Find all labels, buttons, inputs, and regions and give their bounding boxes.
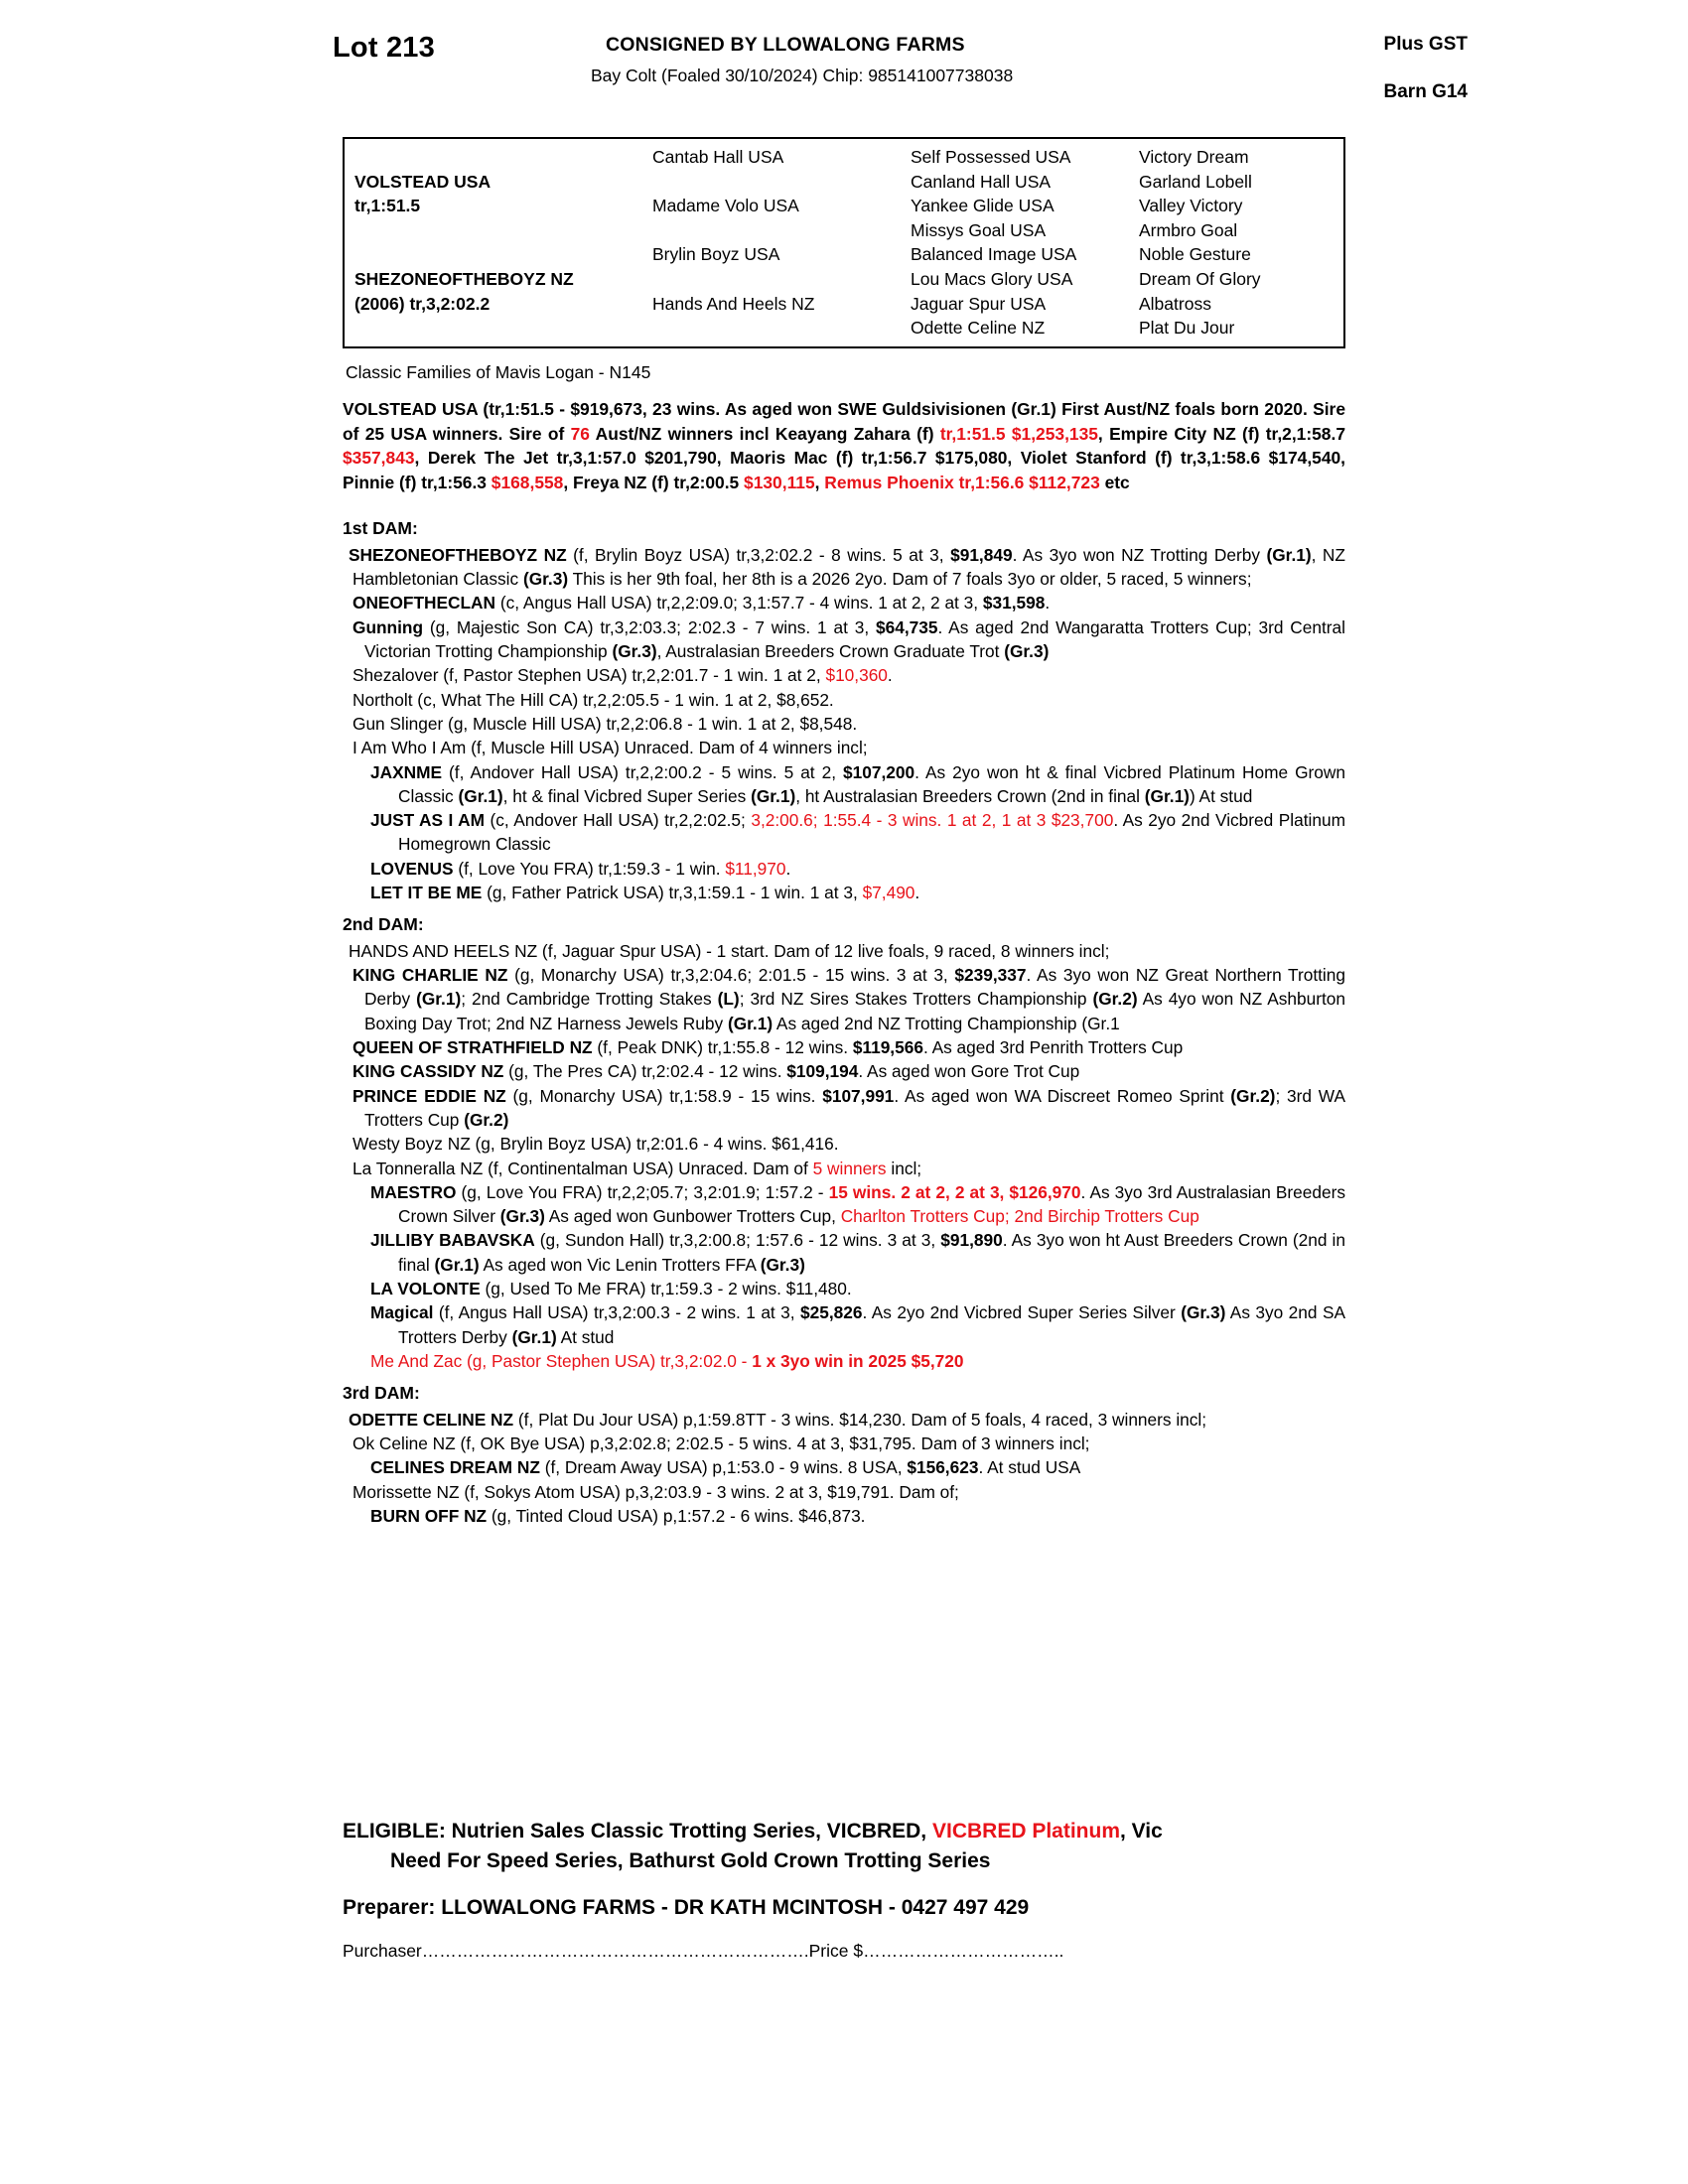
entry-segment: KING CASSIDY NZ	[352, 1061, 504, 1082]
entry-segment: . As 3yo won ht Aust Breeders Crown (2nd in final	[398, 1230, 1345, 1275]
pedigree-cell: Brylin Boyz USA	[652, 244, 780, 265]
entry-segment: MAESTRO	[370, 1181, 457, 1202]
pedigree-entry	[343, 1408, 1345, 1432]
pedigree-entry	[343, 857, 1345, 881]
pedigree-cell: SHEZONEOFTHEBOYZ NZ	[354, 268, 574, 289]
entry-segment: . As aged 3rd Penrith Trotters Cup	[922, 1037, 1184, 1058]
entry-segment: (Gr.1)	[1144, 785, 1190, 806]
sire-text-segment: , Empire City NZ (f) tr,2,1:58.7	[1097, 423, 1345, 444]
entry-segment: JILLIBY BABAVSKA	[370, 1230, 535, 1251]
eligible-label: ELIGIBLE: Nutrien Sales Classic Trotting Series, VICBRED,	[343, 1820, 932, 1843]
sire-text-segment: tr,1:51.5 $1,253,135	[939, 423, 1098, 444]
entry-segment: $107,991	[822, 1085, 895, 1106]
pedigree-entry	[343, 736, 1345, 759]
entry-segment: (f, Peak DNK) tr,1:55.8 - 12 wins.	[592, 1037, 853, 1058]
entry-segment: KING CHARLIE NZ	[352, 965, 508, 986]
sire-paragraph	[343, 397, 1345, 494]
entry-segment: ; 3rd NZ Sires Stakes Trotters Championship	[739, 989, 1093, 1010]
pedigree-cell	[345, 145, 642, 170]
consignor-line: CONSIGNED BY LLOWALONG FARMS	[606, 34, 965, 56]
entry-segment: (Gr.3)	[499, 1206, 545, 1227]
entry-segment: $107,200	[843, 761, 915, 782]
entry-segment: 15 wins. 2 at 2, 2 at 3, $126,970	[828, 1181, 1081, 1202]
second-dam-heading: 2nd DAM:	[343, 914, 424, 935]
pedigree-entry	[343, 663, 1345, 687]
entry-segment: $25,826	[800, 1302, 863, 1323]
sire-text-segment: $168,558	[491, 472, 564, 492]
entry-segment: (g, The Pres CA) tr,2:02.4 - 12 wins.	[503, 1061, 787, 1082]
entry-segment: As aged won Vic Lenin Trotters FFA	[479, 1254, 761, 1275]
entry-segment: (Gr.2)	[1092, 989, 1138, 1010]
pedigree-entry	[343, 1059, 1345, 1083]
entry-segment: (g, Majestic Son CA) tr,3,2:03.3; 2:02.3 - 7 wins. 1 at 3,	[423, 616, 876, 637]
pedigree-cell: Yankee Glide USA	[911, 196, 1055, 216]
entry-segment: SHEZONEOFTHEBOYZ NZ	[349, 544, 567, 565]
entry-segment: .	[914, 883, 920, 903]
entry-segment: $10,360	[825, 665, 888, 686]
pedigree-entry	[343, 712, 1345, 736]
entry-segment: (f, Angus Hall USA) tr,3,2:00.3 - 2 wins. 1 at 3,	[433, 1302, 800, 1323]
entry-segment: Magical	[370, 1302, 434, 1323]
entry-segment: . As 3yo 3rd Australasian Breeders Crown Silver	[398, 1181, 1346, 1227]
pedigree-cell: Plat Du Jour	[1139, 318, 1235, 339]
entry-segment: (Gr.3)	[760, 1254, 805, 1275]
pedigree-cell	[345, 316, 642, 341]
sire-text-segment: ,	[814, 472, 825, 492]
entry-segment: (Gr.1)	[727, 1013, 774, 1033]
entry-segment: (g, Love You FRA) tr,2,2;05.7; 3,2:01.9; 1:57.2 -	[456, 1181, 829, 1202]
pedigree-cell: Noble Gesture	[1139, 244, 1251, 265]
entry-segment: $119,566	[852, 1037, 923, 1058]
entry-segment: Morissette NZ (f, Sokys Atom USA) p,3,2:03.9 - 3 wins. 2 at 3, $19,791. Dam of;	[352, 1481, 959, 1502]
entry-segment: (L)	[717, 989, 740, 1010]
pedigree-entry	[343, 1228, 1345, 1277]
entry-segment: (f, Andover Hall USA) tr,2,2:00.2 - 5 wins. 5 at 2,	[442, 761, 844, 782]
entry-segment: Gun Slinger (g, Muscle Hill USA) tr,2,2:06.8 - 1 win. 1 at 2, $8,548.	[352, 713, 858, 734]
entry-segment: 3,2:00.6; 1:55.4 - 3 wins. 1 at 2, 1 at 3 $23,700	[751, 810, 1114, 831]
pedigree-entry	[343, 1504, 1345, 1528]
entry-segment: (Gr.1)	[751, 785, 796, 806]
entry-segment: .	[1045, 593, 1051, 614]
pedigree-entry	[343, 1132, 1345, 1156]
pedigree-cell: Cantab Hall USA	[652, 147, 784, 167]
entry-segment: $91,890	[940, 1230, 1003, 1251]
entry-segment: (Gr.1)	[434, 1254, 480, 1275]
lot-number: Lot 213	[333, 32, 435, 64]
pedigree-cell: Hands And Heels NZ	[652, 293, 815, 314]
entry-segment: (Gr.3)	[1004, 641, 1050, 662]
entry-segment: . As aged won Gore Trot Cup	[858, 1061, 1080, 1082]
entry-segment: incl;	[886, 1158, 922, 1178]
pedigree-entry	[343, 1157, 1345, 1180]
pedigree-entry	[343, 1455, 1345, 1479]
pedigree-cell: tr,1:51.5	[354, 196, 421, 216]
entry-segment: LOVENUS	[370, 858, 454, 879]
pedigree-text-body	[343, 397, 1345, 1528]
entry-segment: BURN OFF NZ	[370, 1505, 488, 1526]
sire-text-segment: $357,843	[343, 448, 415, 469]
entry-segment: ) At stud	[1189, 785, 1253, 806]
entry-segment: (Gr.1)	[458, 785, 503, 806]
pedigree-entry	[343, 1084, 1345, 1133]
entry-segment: ONEOFTHECLAN	[352, 593, 496, 614]
pedigree-cell: Canland Hall USA	[911, 171, 1052, 192]
pedigree-cell: Jaguar Spur USA	[911, 293, 1047, 314]
entry-segment: (Gr.1)	[416, 989, 462, 1010]
entry-segment: , NZ Hambletonian Classic	[352, 544, 1345, 590]
entry-segment: As aged won Gunbower Trotters Cup,	[544, 1206, 841, 1227]
entry-segment: As 4yo won NZ Ashburton Boxing Day Trot; 2nd NZ Harness Jewels Ruby	[364, 989, 1345, 1033]
sire-text-segment: Remus Phoenix tr,1:56.6 $112,723	[824, 472, 1100, 492]
third-dam-entries	[343, 1408, 1345, 1528]
entry-segment: $239,337	[954, 965, 1027, 986]
pedigree-entry	[343, 1180, 1345, 1229]
entry-segment: Ok Celine NZ (f, OK Bye USA) p,3,2:02.8; 2:02.5 - 5 wins. 4 at 3, $31,795. Dam of 3 winners incl;	[352, 1433, 1090, 1453]
entry-segment: (f, Brylin Boyz USA) tr,3,2:02.2 - 8 wins. 5 at 3,	[566, 544, 951, 565]
entry-segment: ; 3rd WA Trotters Cup	[364, 1085, 1345, 1130]
entry-segment: La Tonneralla NZ (f, Continentalman USA) Unraced. Dam of	[352, 1158, 813, 1178]
page-header	[333, 22, 1559, 113]
pedigree-cell	[345, 242, 642, 267]
pedigree-cell	[345, 218, 642, 243]
entry-segment: $64,735	[876, 616, 938, 637]
pedigree-cell: (2006) tr,3,2:02.2	[354, 293, 491, 314]
entry-segment: (Gr.3)	[522, 569, 569, 590]
purchaser-line: Purchaser………………………………………………………….Price $……………………………..	[343, 1941, 1064, 1961]
entry-segment: $7,490	[862, 883, 915, 903]
sire-text-segment: etc	[1099, 472, 1130, 492]
barn-label: Barn G14	[1383, 81, 1468, 102]
pedigree-entry	[343, 1277, 1345, 1300]
pedigree-entry	[343, 591, 1345, 614]
pedigree-cell	[642, 170, 901, 195]
entry-segment: ODETTE CELINE NZ	[349, 1409, 514, 1430]
entry-segment: (f, Dream Away USA) p,1:53.0 - 9 wins. 8 USA,	[539, 1457, 908, 1478]
pedigree-grid	[345, 139, 1343, 346]
entry-segment: ; 2nd Cambridge Trotting Stakes	[461, 989, 718, 1010]
entry-segment: (g, Sundon Hall) tr,3,2:00.8; 1:57.6 - 12 wins. 3 at 3,	[534, 1230, 941, 1251]
entry-segment: Northolt (c, What The Hill CA) tr,2,2:05.5 - 1 win. 1 at 2, $8,652.	[352, 689, 834, 710]
entry-segment: $156,623	[907, 1457, 979, 1478]
entry-segment: . As 2yo 2nd Vicbred Platinum Homegrown Classic	[398, 810, 1345, 855]
entry-segment: (g, Father Patrick USA) tr,3,1:59.1 - 1 win. 1 at 3,	[482, 883, 863, 903]
entry-segment: (c, Angus Hall USA) tr,2,2:09.0; 3,1:57.7 - 4 wins. 1 at 2, 2 at 3,	[495, 593, 983, 614]
sire-text-segment: $130,115	[744, 472, 815, 492]
entry-segment: PRINCE EDDIE NZ	[352, 1085, 506, 1106]
pedigree-entry	[343, 688, 1345, 712]
entry-segment: $109,194	[786, 1061, 859, 1082]
pedigree-entry	[343, 1300, 1345, 1349]
entry-segment: 5 winners	[812, 1158, 887, 1178]
pedigree-box	[343, 137, 1345, 348]
entry-segment: (c, Andover Hall USA) tr,2,2:02.5;	[485, 810, 752, 831]
entry-segment: . As aged 2nd Wangaratta Trotters Cup; 3rd Central Victorian Trotting Championship	[364, 616, 1345, 662]
entry-segment: (Gr.3)	[1181, 1302, 1226, 1323]
pedigree-cell: Garland Lobell	[1139, 171, 1252, 192]
first-dam-heading: 1st DAM:	[343, 518, 418, 539]
preparer-line: Preparer: LLOWALONG FARMS - DR KATH MCINTOSH - 0427 497 429	[343, 1896, 1030, 1919]
entry-segment: Me And Zac (g, Pastor Stephen USA) tr,3,2:02.0 -	[370, 1350, 753, 1371]
pedigree-entry	[343, 881, 1345, 904]
entry-segment: . As 3yo won NZ Trotting Derby	[1012, 544, 1267, 565]
pedigree-cell: Dream Of Glory	[1139, 268, 1261, 289]
pedigree-entry	[343, 808, 1345, 857]
pedigree-entry	[343, 963, 1345, 1035]
entry-segment: $11,970	[725, 858, 786, 879]
entry-segment: QUEEN OF STRATHFIELD NZ	[352, 1037, 593, 1058]
entry-segment: $91,849	[950, 544, 1013, 565]
entry-segment: LA VOLONTE	[370, 1278, 481, 1298]
pedigree-cell: Lou Macs Glory USA	[911, 268, 1073, 289]
entry-segment: Westy Boyz NZ (g, Brylin Boyz USA) tr,2:01.6 - 4 wins. $61,416.	[352, 1134, 839, 1155]
entry-segment: . As 2yo 2nd Vicbred Super Series Silver	[862, 1302, 1182, 1323]
horse-description: Bay Colt (Foaled 30/10/2024) Chip: 985141007738038	[591, 66, 1014, 85]
entry-segment: (g, Monarchy USA) tr,1:58.9 - 15 wins.	[505, 1085, 823, 1106]
pedigree-cell	[642, 267, 901, 292]
entry-segment: As aged 2nd NZ Trotting Championship (Gr.1	[773, 1013, 1120, 1033]
sire-text-segment: VOLSTEAD USA (tr,1:51.5 - $919,673, 23 wins. As aged won SWE Guldsivisionen (Gr.1) First Aust/NZ foals born 2020. Sire of 25 USA winners. Sire of	[343, 399, 1345, 444]
entry-segment: JAXNME	[370, 761, 443, 782]
entry-segment: , Australasian Breeders Crown Graduate Trot	[656, 641, 1005, 662]
pedigree-cell	[642, 316, 901, 341]
entry-segment: (g, Tinted Cloud USA) p,1:57.2 - 6 wins. $46,873.	[487, 1505, 866, 1526]
entry-segment: (g, Used To Me FRA) tr,1:59.3 - 2 wins. $11,480.	[480, 1278, 852, 1298]
entry-segment: 1 x 3yo win in 2025 $5,720	[752, 1350, 964, 1371]
entry-segment: (Gr.2)	[464, 1109, 509, 1130]
entry-segment: LET IT BE ME	[370, 883, 483, 903]
pedigree-entry	[343, 543, 1345, 592]
entry-segment: . As 2yo won ht & final Vicbred Platinum Home Grown Classic	[398, 761, 1345, 806]
sire-text-segment: , Derek The Jet tr,3,1:57.0 $201,790, Maoris Mac (f) tr,1:56.7 $175,080, Violet Stanford (f) tr,3,1:58.6 $174,540, Pinnie (f) tr,1:56.3	[343, 448, 1345, 492]
entry-segment: JUST AS I AM	[370, 810, 486, 831]
pedigree-cell: Armbro Goal	[1139, 219, 1238, 240]
sire-text-segment: 76	[570, 423, 590, 444]
first-dam-entries	[343, 543, 1345, 904]
entry-segment: At stud	[556, 1326, 615, 1347]
eligible-after: , Vic	[1120, 1820, 1163, 1843]
entry-segment: As 3yo 2nd SA Trotters Derby	[398, 1302, 1345, 1347]
entry-segment: Charlton Trotters Cup; 2nd Birchip Trotters Cup	[840, 1206, 1199, 1227]
entry-segment: I Am Who I Am (f, Muscle Hill USA) Unraced. Dam of 4 winners incl;	[352, 738, 868, 758]
second-dam-entries	[343, 939, 1345, 1373]
entry-segment: .	[887, 665, 893, 686]
eligible-series	[343, 1817, 1365, 1876]
entry-segment: (Gr.3)	[612, 641, 657, 662]
entry-segment: . At stud USA	[978, 1457, 1081, 1478]
sire-text-segment: Aust/NZ winners incl Keayang Zahara (f)	[589, 423, 940, 444]
third-dam-heading: 3rd DAM:	[343, 1383, 420, 1404]
plus-gst-label: Plus GST	[1383, 34, 1468, 55]
pedigree-cell: Odette Celine NZ	[911, 318, 1046, 339]
entry-segment: (Gr.1)	[1266, 544, 1312, 565]
entry-segment: . As 3yo won NZ Great Northern Trotting Derby	[364, 965, 1345, 1010]
pedigree-entry	[343, 760, 1345, 809]
pedigree-cell: Valley Victory	[1139, 196, 1243, 216]
pedigree-cell: Madame Volo USA	[652, 196, 799, 216]
entry-segment: (g, Monarchy USA) tr,3,2:04.6; 2:01.5 - 15 wins. 3 at 3,	[507, 965, 955, 986]
pedigree-cell: Albatross	[1139, 293, 1211, 314]
entry-segment: .	[785, 858, 791, 879]
entry-segment: (Gr.2)	[1230, 1085, 1276, 1106]
pedigree-entry	[343, 939, 1345, 963]
eligible-vicbred-platinum: VICBRED Platinum	[931, 1820, 1121, 1843]
pedigree-entry	[343, 1432, 1345, 1455]
entry-segment: , ht & final Vicbred Super Series	[502, 785, 752, 806]
pedigree-entry	[343, 1480, 1345, 1504]
pedigree-entry	[343, 615, 1345, 664]
pedigree-entry	[343, 1349, 1345, 1373]
entry-segment: CELINES DREAM NZ	[370, 1457, 540, 1478]
entry-segment: $31,598	[982, 593, 1046, 614]
entry-segment: Shezalover (f, Pastor Stephen USA) tr,2,2:01.7 - 1 win. 1 at 2,	[352, 665, 826, 686]
entry-segment: HANDS AND HEELS NZ (f, Jaguar Spur USA) - 1 start. Dam of 12 live foals, 9 raced, 8 winners incl;	[349, 940, 1110, 961]
pedigree-cell: Victory Dream	[1139, 147, 1249, 167]
pedigree-cell: Self Possessed USA	[911, 147, 1071, 167]
entry-segment: This is her 9th foal, her 8th is a 2026 2yo. Dam of 7 foals 3yo or older, 5 raced, 5 winners;	[568, 569, 1252, 590]
entry-segment: Gunning	[352, 616, 424, 637]
entry-segment: (f, Love You FRA) tr,1:59.3 - 1 win.	[453, 858, 726, 879]
pedigree-cell	[642, 218, 901, 243]
entry-segment: (f, Plat Du Jour USA) p,1:59.8TT - 3 wins. $14,230. Dam of 5 foals, 4 raced, 3 winners incl;	[513, 1409, 1207, 1430]
eligible-line-two: Need For Speed Series, Bathurst Gold Crown Trotting Series	[390, 1849, 991, 1872]
pedigree-cell: Balanced Image USA	[911, 244, 1077, 265]
entry-segment: , ht Australasian Breeders Crown (2nd in final	[795, 785, 1145, 806]
entry-segment: (Gr.1)	[511, 1326, 557, 1347]
entry-segment: . As aged won WA Discreet Romeo Sprint	[894, 1085, 1231, 1106]
pedigree-entry	[343, 1035, 1345, 1059]
classic-families-line: Classic Families of Mavis Logan - N145	[346, 362, 651, 382]
sire-text-segment: , Freya NZ (f) tr,2:00.5	[563, 472, 745, 492]
pedigree-cell: VOLSTEAD USA	[354, 171, 492, 192]
pedigree-cell: Missys Goal USA	[911, 219, 1047, 240]
